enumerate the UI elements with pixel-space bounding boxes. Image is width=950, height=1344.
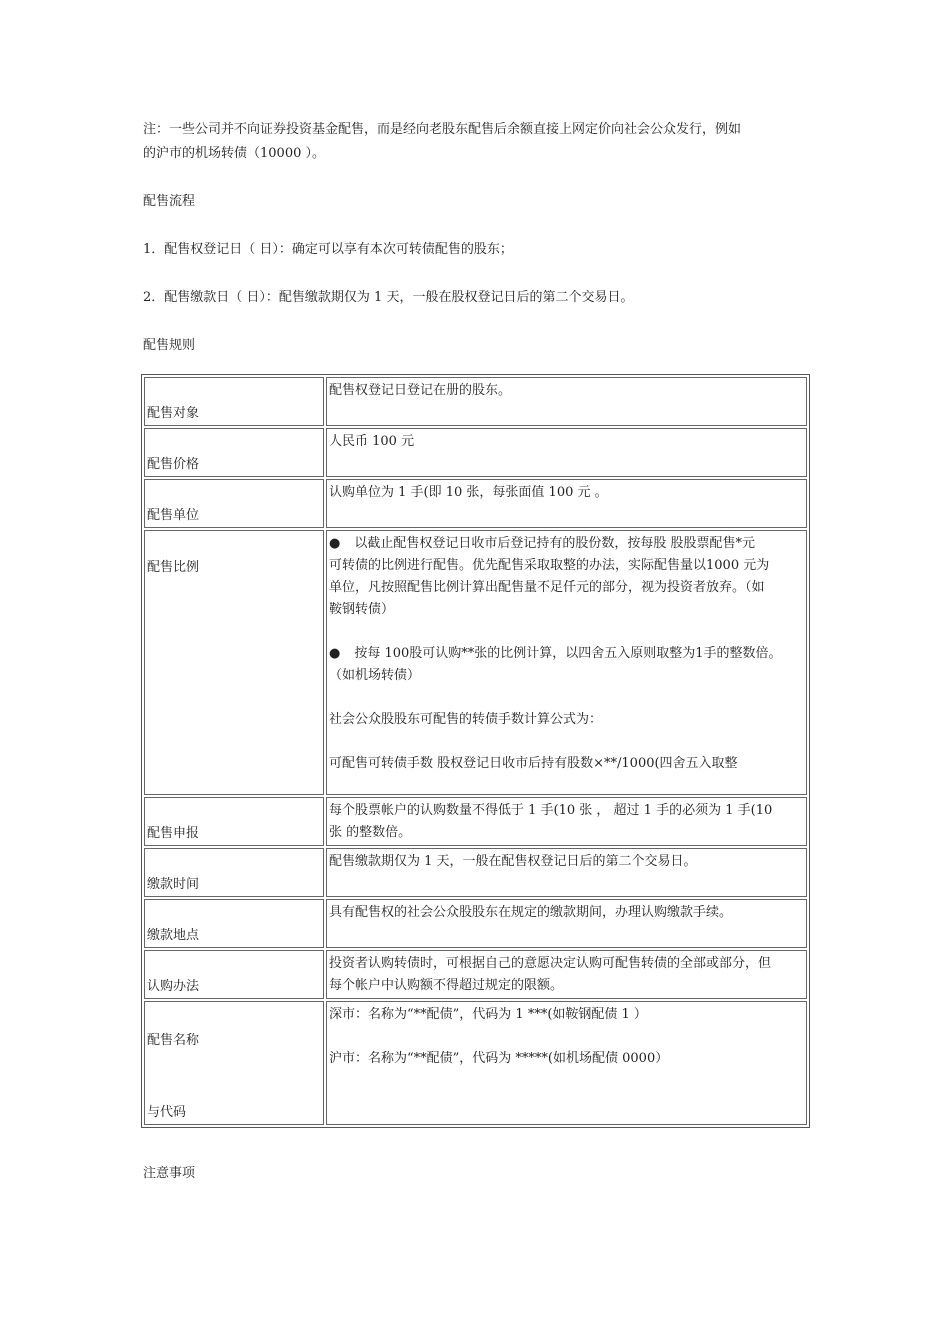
formula: 可配售可转债手数 股权登记日收市后持有股数×**/1000(四舍五入取整 xyxy=(329,756,738,771)
note-paragraph xyxy=(143,118,813,166)
rules-heading: 配售规则 xyxy=(143,338,196,353)
sz-code: 深市：名称为“**配债”，代码为 1 ***(如鞍钢配债 1 ） xyxy=(329,1007,647,1022)
row-value: 每个股票帐户的认购数量不得低于 1 手(10 张 ， 超过 1 手的必须为 1 手(10 张 的整数倍。 xyxy=(326,797,807,846)
note-line-1: 注：一些公司并不向证券投资基金配售，而是经向老股东配售后余额直接上网定价向社会公众发行，例如 xyxy=(143,122,742,137)
rules-table xyxy=(141,374,810,1128)
row-label: 配售申报 xyxy=(144,797,324,846)
row-value-ratio xyxy=(326,530,807,795)
process-heading: 配售流程 xyxy=(143,194,196,209)
bullet-icon: ● xyxy=(329,646,341,661)
row-label: 配售价格 xyxy=(144,428,324,477)
row-value: 人民币 100 元 xyxy=(326,428,807,477)
bullet-2-line-2: （如机场转债） xyxy=(329,668,421,683)
table-row xyxy=(144,797,807,846)
footer-heading: 注意事项 xyxy=(143,1166,196,1181)
row-value: 配售缴款期仅为 1 天，一般在配售权登记日后的第二个交易日。 xyxy=(326,848,807,897)
table-row xyxy=(144,899,807,948)
formula-intro: 社会公众股股东可配售的转债手数计算公式为： xyxy=(329,712,603,727)
process-step-2: 2．配售缴款日（ ⽇）：配售缴款期仅为 1 天，一般在股权登记日后的第二个交易日。 xyxy=(143,290,634,305)
row-label: 缴款地点 xyxy=(144,899,324,948)
table-row xyxy=(144,377,807,426)
note-line-2: 的沪市的机场转债（10000 ）。 xyxy=(143,146,325,161)
bullet-icon: ● xyxy=(329,536,341,551)
table-row xyxy=(144,530,807,795)
bullet-1-line-2: 可转债的比例进行配售。优先配售采取取整的办法，实际配售量以1000 元为 xyxy=(329,558,770,573)
row-value xyxy=(326,1001,807,1125)
bullet-1-line-1: ● 以截止配售权登记日收市后登记持有的股份数，按每股 股股票配售*元 xyxy=(329,536,755,551)
table-row xyxy=(144,950,807,999)
row-value: 具有配售权的社会公众股股东在规定的缴款期间，办理认购缴款手续。 xyxy=(326,899,807,948)
row-label: 配售单位 xyxy=(144,479,324,528)
row-value: 投资者认购转债时，可根据自己的意愿决定认购可配售转债的全部或部分，但 每个帐户中认购额不得超过规定的限额。 xyxy=(326,950,807,999)
row-label: 缴款时间 xyxy=(144,848,324,897)
table-row xyxy=(144,428,807,477)
table-row xyxy=(144,848,807,897)
row-label: 认购办法 xyxy=(144,950,324,999)
sh-code: 沪市：名称为“**配债”，代码为 *****(如机场配债 0000） xyxy=(329,1051,669,1066)
row-label: 配售名称 与代码 xyxy=(144,1001,324,1125)
table-row xyxy=(144,1001,807,1125)
row-value: 配售权登记日登记在册的股东。 xyxy=(326,377,807,426)
bullet-2-line-1: ● 按每 100股可认购**张的比例计算，以四舍五入原则取整为1手的整数倍。 xyxy=(329,646,782,661)
table-row xyxy=(144,479,807,528)
process-step-1: 1．配售权登记日（ 日）：确定可以享有本次可转债配售的股东； xyxy=(143,242,513,257)
row-label: 配售比例 xyxy=(144,530,324,795)
bullet-1-line-4: 鞍钢转债） xyxy=(329,602,395,617)
bullet-1-line-3: 单位，凡按照配售比例计算出配售量不足仟元的部分，视为投资者放弃。（如 xyxy=(329,580,765,595)
row-value: 认购单位为 1 手(即 10 张，每张面值 100 元 。 xyxy=(326,479,807,528)
row-label: 配售对象 xyxy=(144,377,324,426)
